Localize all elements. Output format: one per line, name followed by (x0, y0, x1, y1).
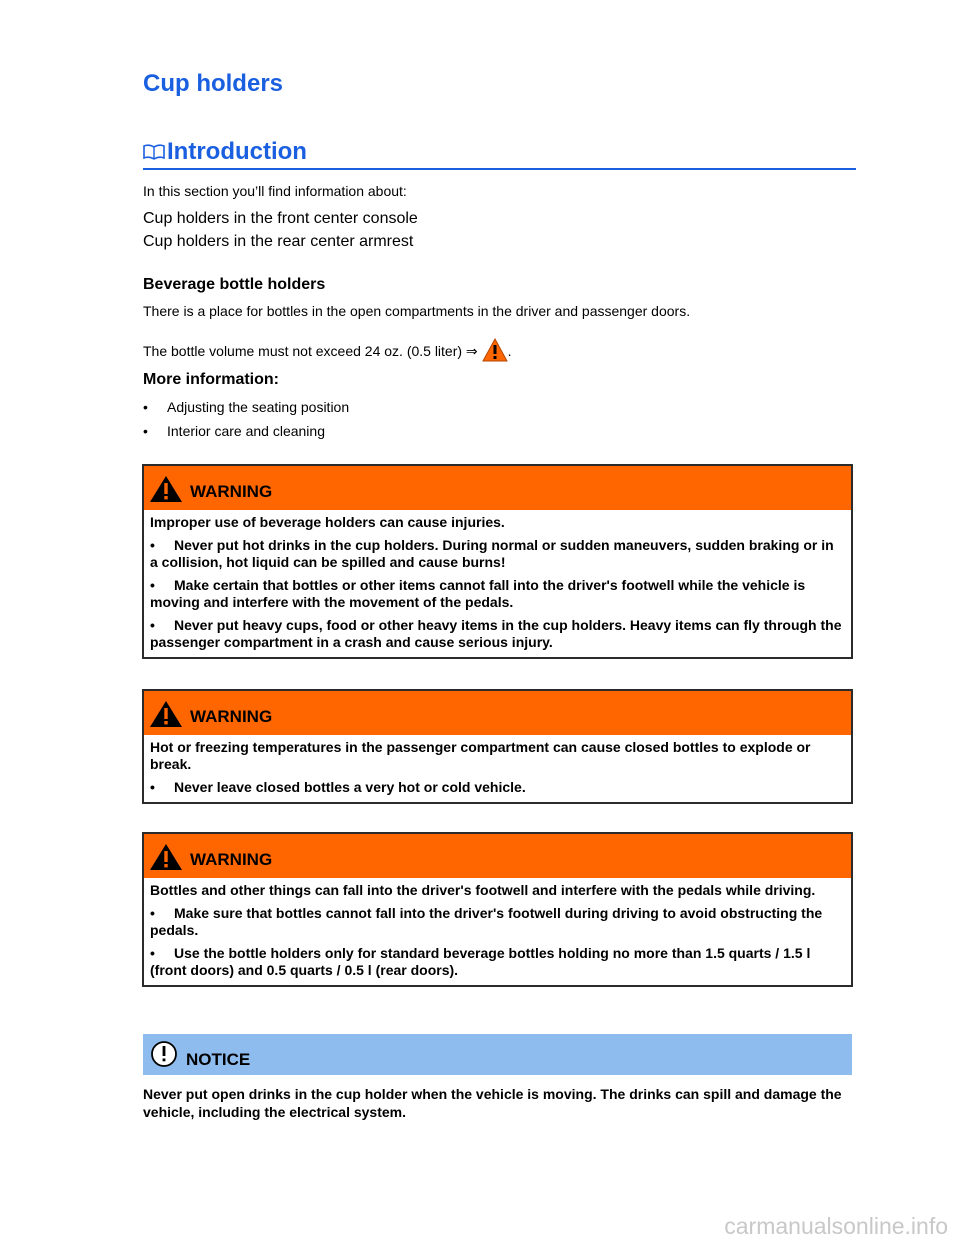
topic-link[interactable]: Cup holders in the rear center armrest (143, 233, 414, 250)
exclamation-circle-icon (150, 1040, 178, 1068)
more-info-heading: More information: (143, 371, 279, 388)
warning-body (144, 510, 851, 657)
warning-label: WARNING (190, 707, 273, 726)
warning-label: WARNING (190, 482, 273, 501)
page-title: Cup holders (143, 70, 284, 97)
topic-link[interactable]: Cup holders in the front center console (143, 210, 418, 227)
notice-header (143, 1034, 852, 1075)
more-info-item[interactable]: • Adjusting the seating position (143, 399, 349, 423)
section-title: Introduction (167, 138, 307, 165)
volume-text: The bottle volume must not exceed 24 oz. (0.5 liter) ⇒ (143, 343, 478, 359)
warning-label: WARNING (190, 850, 273, 869)
warning-box (142, 689, 853, 804)
warning-intro: Improper use of beverage holders can cause injuries. (150, 514, 505, 530)
watermark: carmanualsonline.info (724, 1213, 948, 1239)
section-heading (143, 138, 856, 170)
beverage-heading: Beverage bottle holders (143, 276, 326, 293)
beverage-text: There is a place for bottles in the open compartments in the driver and passenger doors. (143, 303, 691, 319)
warning-header (144, 466, 851, 510)
more-info-item[interactable]: • Interior care and cleaning (143, 423, 349, 447)
warning-icon[interactable] (482, 338, 508, 362)
warning-bullet: • Make sure that bottles cannot fall into the driver's footwell during driving to avoid obstructing the pedals. (150, 905, 823, 938)
warning-bullet: • Never put hot drinks in the cup holders. During normal or sudden maneuvers, sudden braking or in a collision, hot liquid can be spilled and cause burns! (150, 537, 834, 570)
warning-bullet: • Make certain that bottles or other items cannot fall into the driver's footwell while the vehicle is moving and interfere with the movement of the pedals. (150, 577, 806, 610)
warning-bullet: • Use the bottle holders only for standard beverage bottles holding no more than 1.5 quarts / 1.5 l (front doors) and 0.5 quarts / 0.5 l (rear doors). (150, 945, 811, 978)
warning-bullet: • Never put heavy cups, food or other heavy items in the cup holders. Heavy items can fly through the passenger compartment in a crash and cause serious injury. (150, 617, 842, 650)
warning-header (144, 834, 851, 878)
warning-intro: Hot or freezing temperatures in the passenger compartment can cause closed bottles to explode or break. (150, 739, 811, 772)
warning-bullet: • Never leave closed bottles a very hot or cold vehicle. (150, 779, 526, 795)
warning-body (144, 878, 851, 985)
intro-line: In this section you’ll find information about: (143, 183, 407, 199)
more-info-list (143, 399, 349, 447)
notice-text: Never put open drinks in the cup holder when the vehicle is moving. The drinks can spill and damage the vehicle, including the electrical system. (143, 1086, 842, 1120)
warning-triangle-icon (149, 475, 183, 503)
warning-box (142, 832, 853, 987)
warning-body (144, 735, 851, 802)
warning-triangle-icon (149, 700, 183, 728)
warning-header (144, 691, 851, 735)
volume-text-end: . (507, 343, 512, 359)
beverage-volume-text (143, 338, 511, 362)
book-icon (143, 144, 165, 165)
warning-box (142, 464, 853, 659)
warning-intro: Bottles and other things can fall into the driver's footwell and interfere with the pedals while driving. (150, 882, 816, 898)
notice-label: NOTICE (186, 1050, 251, 1069)
warning-triangle-icon (149, 843, 183, 871)
